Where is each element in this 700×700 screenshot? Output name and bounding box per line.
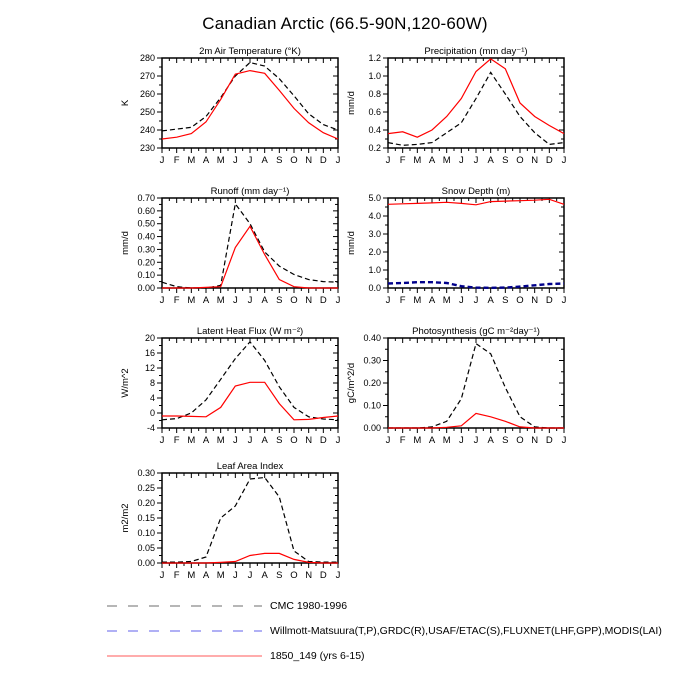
legend-label: CMC 1980-1996 (270, 600, 348, 612)
chart-title: Precipitation (mm day⁻¹) (424, 46, 528, 57)
legend-item-cmc (107, 600, 662, 612)
y-tick-label: 0.40 (137, 231, 155, 242)
x-tick-label: J (473, 155, 479, 166)
y-tick-label: 0.30 (137, 244, 155, 255)
x-tick-label: M (187, 435, 196, 446)
y-tick-label: 0.20 (363, 378, 381, 388)
x-tick-label: F (399, 295, 406, 306)
series-obs-line (388, 344, 564, 428)
chart-title: Runoff (mm day⁻¹) (210, 186, 290, 197)
x-tick-label: A (428, 295, 436, 306)
x-tick-label: F (173, 435, 180, 446)
chart-title: Leaf Area Index (216, 461, 284, 472)
y-axis-label: K (120, 99, 131, 107)
x-tick-label: N (531, 435, 539, 446)
y-tick-label: 1.2 (368, 53, 381, 63)
chart-svg-runoff (115, 184, 365, 314)
x-tick-label: N (305, 435, 313, 446)
y-tick-label: 0.60 (137, 205, 155, 216)
y-tick-label: 0.10 (137, 528, 155, 538)
legend-line-model-icon (107, 650, 262, 662)
x-tick-label: J (232, 295, 238, 306)
x-tick-label: F (399, 155, 406, 166)
y-tick-label: 0.20 (137, 257, 155, 268)
x-tick-label: A (261, 435, 268, 446)
x-tick-label: A (261, 570, 268, 581)
y-tick-label: 0.4 (368, 125, 381, 135)
x-tick-label: J (247, 295, 253, 306)
x-tick-label: S (276, 155, 283, 166)
x-tick-label: S (502, 435, 509, 446)
y-tick-label: 0.15 (137, 513, 155, 523)
series-obs-line (162, 478, 338, 563)
x-tick-label: J (232, 570, 238, 581)
x-tick-label: N (305, 295, 313, 306)
series-obs-line (388, 72, 564, 145)
x-tick-label: M (187, 570, 196, 581)
x-tick-label: A (487, 155, 494, 166)
x-tick-label: A (202, 435, 210, 446)
x-tick-label: M (216, 155, 225, 166)
y-tick-label: 0.6 (368, 107, 381, 117)
y-tick-label: 240 (139, 125, 155, 135)
x-tick-label: N (305, 155, 313, 166)
x-tick-label: J (335, 155, 341, 166)
x-tick-label: N (531, 155, 539, 166)
x-tick-label: J (561, 295, 567, 306)
chart-svg-snow-depth (341, 184, 591, 314)
y-axis-label: W/m^2 (120, 368, 131, 398)
y-tick-label: 250 (139, 107, 155, 117)
x-tick-label: J (458, 155, 464, 166)
y-axis-label: mm/d (346, 231, 357, 255)
y-tick-label: 280 (139, 53, 155, 63)
y-tick-label: 0.00 (137, 283, 155, 293)
chart-svg-leaf-area-index (115, 459, 365, 589)
y-tick-label: 0 (149, 408, 155, 418)
series-model-line (388, 413, 564, 428)
x-tick-label: M (442, 155, 451, 166)
y-tick-label: 20 (144, 333, 155, 343)
x-tick-label: J (335, 295, 341, 306)
y-tick-label: 0.25 (137, 483, 155, 493)
x-tick-label: J (159, 435, 165, 446)
series-obs-line (162, 63, 338, 131)
y-tick-label: 4 (149, 393, 155, 403)
chart-svg-latent-heat-flux (115, 324, 365, 454)
x-tick-label: D (545, 295, 553, 306)
y-tick-label: 0.05 (137, 543, 155, 553)
x-tick-label: A (202, 155, 210, 166)
x-tick-label: J (385, 155, 391, 166)
y-tick-label: 0.2 (368, 143, 381, 153)
y-tick-label: 0.8 (368, 89, 381, 99)
y-tick-label: 0.0 (368, 283, 381, 293)
legend-label: Willmott-Matsuura(T,P),GRDC(R),USAF/ETAC(S),FLUXNET(LHF,GPP),MODIS(LAI) (270, 625, 662, 637)
x-tick-label: J (232, 435, 238, 446)
chart-title: 2m Air Temperature (°K) (199, 46, 301, 57)
y-tick-label: -4 (146, 423, 155, 433)
x-tick-label: S (502, 295, 509, 306)
x-tick-label: A (261, 155, 268, 166)
y-axis-label: gC/m^2/d (346, 362, 357, 404)
legend-line-obs-icon (107, 625, 262, 637)
y-axis-label: mm/d (346, 91, 357, 115)
chart-snow-depth (341, 184, 591, 314)
x-tick-label: J (458, 295, 464, 306)
y-tick-label: 2.0 (368, 247, 381, 257)
chart-svg-precipitation (341, 44, 591, 174)
x-tick-label: J (385, 435, 391, 446)
y-tick-label: 0.10 (137, 270, 155, 281)
x-tick-label: A (487, 435, 494, 446)
x-tick-label: F (399, 435, 406, 446)
x-tick-label: S (276, 570, 283, 581)
x-tick-label: M (187, 295, 196, 306)
y-tick-label: 0.30 (137, 468, 155, 478)
x-tick-label: F (173, 570, 180, 581)
x-tick-label: D (319, 570, 327, 581)
x-tick-label: F (173, 295, 180, 306)
y-tick-label: 0.70 (137, 193, 155, 203)
x-tick-label: D (545, 435, 553, 446)
x-tick-label: J (159, 570, 165, 581)
y-tick-label: 5.0 (368, 193, 381, 203)
x-tick-label: M (413, 155, 422, 166)
chart-title: Latent Heat Flux (W m⁻²) (196, 326, 304, 337)
x-tick-label: S (276, 435, 283, 446)
series-model-line (162, 71, 338, 139)
x-tick-label: D (319, 435, 327, 446)
x-tick-label: O (290, 570, 298, 581)
x-tick-label: J (247, 435, 253, 446)
legend-label: 1850_149 (yrs 6-15) (270, 650, 365, 662)
y-tick-label: 0.50 (137, 218, 155, 229)
chart-leaf-area-index (115, 459, 365, 589)
x-tick-label: O (290, 295, 298, 306)
y-tick-label: 0.00 (363, 423, 381, 433)
x-tick-label: N (305, 570, 313, 581)
chart-runoff (115, 184, 365, 314)
series-obs-line (162, 204, 338, 288)
chart-title: Photosynthesis (gC m⁻²day⁻¹) (412, 326, 540, 337)
x-tick-label: M (413, 295, 422, 306)
chart-svg-photosynthesis (341, 324, 591, 454)
x-tick-label: S (276, 295, 283, 306)
x-tick-label: J (159, 295, 165, 306)
x-tick-label: J (232, 155, 238, 166)
x-tick-label: J (458, 435, 464, 446)
x-tick-label: O (290, 155, 298, 166)
y-tick-label: 260 (139, 89, 155, 99)
series-obs-line (162, 342, 338, 420)
x-tick-label: J (247, 155, 253, 166)
x-tick-label: M (216, 435, 225, 446)
chart-latent-heat-flux (115, 324, 365, 454)
y-tick-label: 1.0 (368, 265, 381, 275)
legend-item-model-run (107, 650, 662, 662)
x-tick-label: M (216, 295, 225, 306)
x-tick-label: A (261, 295, 268, 306)
x-tick-label: D (319, 155, 327, 166)
x-tick-label: A (202, 295, 210, 306)
legend-line-cmc-icon (107, 600, 262, 612)
y-tick-label: 8 (149, 378, 155, 388)
x-tick-label: O (516, 435, 524, 446)
legend-item-obs-products (107, 625, 662, 637)
x-tick-label: J (247, 570, 253, 581)
x-tick-label: A (428, 435, 436, 446)
x-tick-label: F (173, 155, 180, 166)
y-axis-label: m2/m2 (120, 503, 131, 533)
y-tick-label: 230 (139, 143, 155, 153)
x-tick-label: O (290, 435, 298, 446)
y-tick-label: 0.40 (363, 333, 381, 343)
y-tick-label: 1.0 (368, 71, 381, 81)
x-tick-label: J (473, 435, 479, 446)
y-tick-label: 0.10 (363, 400, 381, 411)
y-tick-label: 0.00 (137, 558, 155, 568)
chart-svg-air-temperature (115, 44, 365, 174)
x-tick-label: J (385, 295, 391, 306)
series-obs-line (388, 282, 564, 288)
legend (107, 600, 662, 675)
y-tick-label: 12 (144, 363, 155, 373)
x-tick-label: A (202, 570, 210, 581)
y-tick-label: 4.0 (368, 211, 381, 221)
y-tick-label: 0.20 (137, 498, 155, 508)
x-tick-label: M (442, 435, 451, 446)
x-tick-label: D (545, 155, 553, 166)
x-tick-label: J (335, 435, 341, 446)
x-tick-label: J (159, 155, 165, 166)
x-tick-label: M (442, 295, 451, 306)
y-tick-label: 0.30 (363, 355, 381, 366)
y-tick-label: 16 (144, 348, 155, 358)
x-tick-label: J (561, 155, 567, 166)
figure-title: Canadian Arctic (66.5-90N,120-60W) (202, 14, 488, 33)
y-tick-label: 270 (139, 71, 155, 81)
series-model-line (162, 226, 338, 288)
x-tick-label: N (531, 295, 539, 306)
x-tick-label: A (428, 155, 436, 166)
x-tick-label: A (487, 295, 494, 306)
x-tick-label: J (561, 435, 567, 446)
x-tick-label: O (516, 155, 524, 166)
x-tick-label: J (473, 295, 479, 306)
x-tick-label: O (516, 295, 524, 306)
chart-photosynthesis (341, 324, 591, 454)
chart-precipitation (341, 44, 591, 174)
chart-air-temperature (115, 44, 365, 174)
y-tick-label: 3.0 (368, 229, 381, 239)
x-tick-label: D (319, 295, 327, 306)
x-tick-label: J (335, 570, 341, 581)
x-tick-label: S (502, 155, 509, 166)
y-axis-label: mm/d (120, 231, 131, 255)
x-tick-label: M (216, 570, 225, 581)
chart-title: Snow Depth (m) (441, 186, 511, 197)
x-tick-label: M (187, 155, 196, 166)
x-tick-label: M (413, 435, 422, 446)
